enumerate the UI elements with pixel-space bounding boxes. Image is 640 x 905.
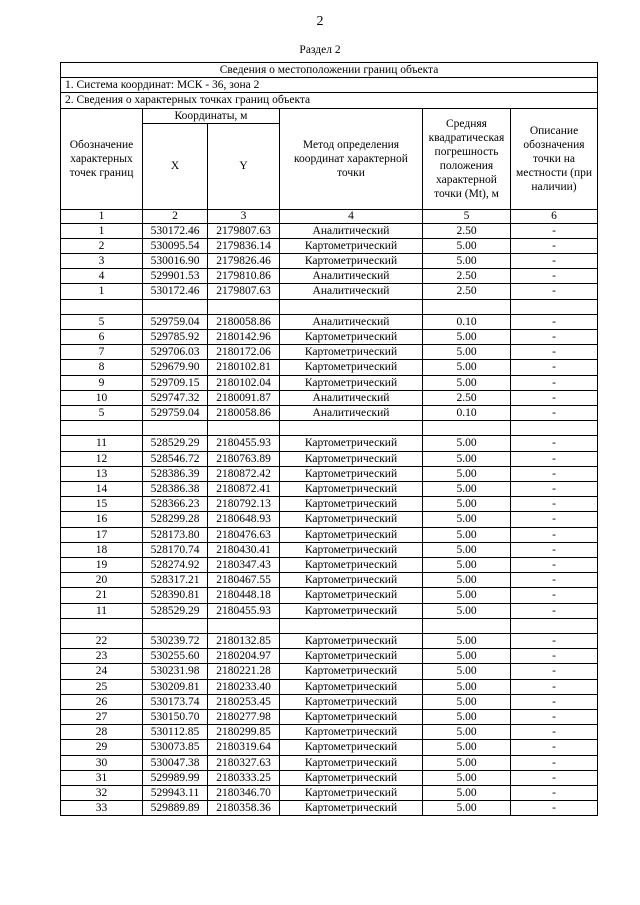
x-cell: 528390.81 xyxy=(143,588,208,603)
description-cell: - xyxy=(511,436,598,451)
error-cell: 2.50 xyxy=(423,390,511,405)
x-cell: 530073.85 xyxy=(143,740,208,755)
description-cell: - xyxy=(511,725,598,740)
header-description: Описание обозначения точки на местности (при наличии) xyxy=(511,108,598,209)
x-cell: 528529.29 xyxy=(143,603,208,618)
x-cell: 529785.92 xyxy=(143,330,208,345)
x-cell: 530209.81 xyxy=(143,679,208,694)
error-cell: 5.00 xyxy=(423,603,511,618)
description-cell: - xyxy=(511,314,598,329)
page-number: 2 xyxy=(316,14,324,29)
error-cell: 2.50 xyxy=(423,284,511,299)
method-cell: Картометрический xyxy=(280,558,423,573)
table-row xyxy=(61,497,598,512)
method-cell: Картометрический xyxy=(280,740,423,755)
point-id-cell: 23 xyxy=(61,649,143,664)
point-id-cell: 15 xyxy=(61,497,143,512)
table-row xyxy=(61,345,598,360)
description-cell: - xyxy=(511,558,598,573)
method-cell xyxy=(280,421,423,436)
x-cell: 529709.15 xyxy=(143,375,208,390)
description-cell: - xyxy=(511,573,598,588)
y-cell: 2180333.25 xyxy=(208,770,280,785)
table-row xyxy=(61,238,598,253)
table-row xyxy=(61,786,598,801)
table-row xyxy=(61,421,598,436)
method-cell: Картометрический xyxy=(280,436,423,451)
point-id-cell: 13 xyxy=(61,466,143,481)
x-cell: 530172.46 xyxy=(143,284,208,299)
table-row xyxy=(61,679,598,694)
table-row xyxy=(61,649,598,664)
header-coords: Координаты, м xyxy=(143,108,280,123)
points-heading-row xyxy=(61,93,598,108)
x-cell: 528529.29 xyxy=(143,436,208,451)
description-cell: - xyxy=(511,406,598,421)
error-cell: 5.00 xyxy=(423,527,511,542)
x-cell: 528299.28 xyxy=(143,512,208,527)
table-body xyxy=(61,63,598,816)
description-cell: - xyxy=(511,254,598,269)
y-cell: 2180102.04 xyxy=(208,375,280,390)
x-cell: 529889.89 xyxy=(143,801,208,816)
table-row xyxy=(61,314,598,329)
table-row xyxy=(61,573,598,588)
y-cell: 2180142.96 xyxy=(208,330,280,345)
description-cell: - xyxy=(511,223,598,238)
description-cell: - xyxy=(511,527,598,542)
error-cell: 2.50 xyxy=(423,223,511,238)
point-id-cell: 2 xyxy=(61,238,143,253)
description-cell: - xyxy=(511,588,598,603)
point-id-cell: 19 xyxy=(61,558,143,573)
description-cell: - xyxy=(511,801,598,816)
x-cell: 528386.38 xyxy=(143,482,208,497)
description-cell: - xyxy=(511,330,598,345)
y-cell: 2179826.46 xyxy=(208,254,280,269)
point-id-cell: 11 xyxy=(61,436,143,451)
error-cell: 5.00 xyxy=(423,694,511,709)
method-cell: Картометрический xyxy=(280,770,423,785)
table-row xyxy=(61,664,598,679)
x-cell: 528546.72 xyxy=(143,451,208,466)
x-cell: 530016.90 xyxy=(143,254,208,269)
description-cell: - xyxy=(511,482,598,497)
table-row xyxy=(61,375,598,390)
table-row xyxy=(61,710,598,725)
table-row xyxy=(61,694,598,709)
error-cell: 5.00 xyxy=(423,345,511,360)
table-row xyxy=(61,223,598,238)
y-cell: 2180233.40 xyxy=(208,679,280,694)
x-cell: 529943.11 xyxy=(143,786,208,801)
x-cell xyxy=(143,299,208,314)
y-cell: 2180346.70 xyxy=(208,786,280,801)
x-cell: 529747.32 xyxy=(143,390,208,405)
point-id-cell xyxy=(61,421,143,436)
description-cell xyxy=(511,299,598,314)
description-cell: - xyxy=(511,649,598,664)
point-id-cell: 32 xyxy=(61,786,143,801)
y-cell: 2180872.42 xyxy=(208,466,280,481)
table-row xyxy=(61,482,598,497)
y-cell: 2180058.86 xyxy=(208,314,280,329)
point-id-cell: 24 xyxy=(61,664,143,679)
error-cell: 5.00 xyxy=(423,238,511,253)
y-cell: 2180430.41 xyxy=(208,542,280,557)
point-id-cell: 11 xyxy=(61,603,143,618)
point-id-cell: 9 xyxy=(61,375,143,390)
column-number: 3 xyxy=(208,209,280,223)
table-row xyxy=(61,436,598,451)
coord-system-row xyxy=(61,78,598,93)
method-cell: Картометрический xyxy=(280,725,423,740)
error-cell: 5.00 xyxy=(423,573,511,588)
y-cell: 2180872.41 xyxy=(208,482,280,497)
error-cell: 5.00 xyxy=(423,512,511,527)
x-cell: 529901.53 xyxy=(143,269,208,284)
error-cell: 0.10 xyxy=(423,314,511,329)
point-id-cell: 3 xyxy=(61,254,143,269)
description-cell xyxy=(511,421,598,436)
method-cell: Картометрический xyxy=(280,375,423,390)
column-number: 2 xyxy=(143,209,208,223)
x-cell: 530173.74 xyxy=(143,694,208,709)
x-cell: 530255.60 xyxy=(143,649,208,664)
point-id-cell: 5 xyxy=(61,406,143,421)
x-cell: 530047.38 xyxy=(143,755,208,770)
table-row xyxy=(61,512,598,527)
error-cell: 5.00 xyxy=(423,254,511,269)
y-cell: 2180792.13 xyxy=(208,497,280,512)
x-cell: 528173.80 xyxy=(143,527,208,542)
method-cell: Картометрический xyxy=(280,512,423,527)
point-id-cell: 25 xyxy=(61,679,143,694)
method-cell xyxy=(280,618,423,633)
point-id-cell: 16 xyxy=(61,512,143,527)
method-cell: Картометрический xyxy=(280,755,423,770)
table-row xyxy=(61,558,598,573)
method-cell: Аналитический xyxy=(280,406,423,421)
method-cell: Аналитический xyxy=(280,269,423,284)
error-cell: 5.00 xyxy=(423,497,511,512)
error-cell: 5.00 xyxy=(423,375,511,390)
table-row xyxy=(61,588,598,603)
description-cell: - xyxy=(511,451,598,466)
error-cell: 5.00 xyxy=(423,649,511,664)
table-row xyxy=(61,527,598,542)
method-cell: Картометрический xyxy=(280,542,423,557)
point-id-cell: 17 xyxy=(61,527,143,542)
y-cell: 2180132.85 xyxy=(208,634,280,649)
point-id-cell: 6 xyxy=(61,330,143,345)
x-cell: 530150.70 xyxy=(143,710,208,725)
table-row xyxy=(61,406,598,421)
y-cell xyxy=(208,618,280,633)
error-cell: 5.00 xyxy=(423,801,511,816)
y-cell: 2180455.93 xyxy=(208,436,280,451)
table-row xyxy=(61,755,598,770)
method-cell: Картометрический xyxy=(280,664,423,679)
x-cell: 530239.72 xyxy=(143,634,208,649)
x-cell: 529759.04 xyxy=(143,406,208,421)
method-cell: Картометрический xyxy=(280,801,423,816)
method-cell: Картометрический xyxy=(280,254,423,269)
method-cell xyxy=(280,299,423,314)
points-heading: 2. Сведения о характерных точках границ объекта xyxy=(61,93,598,108)
error-cell xyxy=(423,618,511,633)
point-id-cell: 28 xyxy=(61,725,143,740)
y-cell: 2180058.86 xyxy=(208,406,280,421)
y-cell: 2180277.98 xyxy=(208,710,280,725)
y-cell: 2179807.63 xyxy=(208,284,280,299)
y-cell xyxy=(208,299,280,314)
table-row xyxy=(61,603,598,618)
method-cell: Аналитический xyxy=(280,314,423,329)
y-cell: 2180476.63 xyxy=(208,527,280,542)
error-cell xyxy=(423,299,511,314)
point-id-cell: 5 xyxy=(61,314,143,329)
y-cell: 2180448.18 xyxy=(208,588,280,603)
header-y: Y xyxy=(208,123,280,209)
description-cell xyxy=(511,618,598,633)
y-cell: 2180253.45 xyxy=(208,694,280,709)
column-number: 5 xyxy=(423,209,511,223)
error-cell: 5.00 xyxy=(423,725,511,740)
method-cell: Картометрический xyxy=(280,451,423,466)
point-id-cell: 4 xyxy=(61,269,143,284)
point-id-cell: 8 xyxy=(61,360,143,375)
method-cell: Картометрический xyxy=(280,786,423,801)
x-cell: 530095.54 xyxy=(143,238,208,253)
table-title: Сведения о местоположении границ объекта xyxy=(61,63,598,78)
error-cell: 5.00 xyxy=(423,360,511,375)
table-row xyxy=(61,451,598,466)
x-cell xyxy=(143,421,208,436)
method-cell: Аналитический xyxy=(280,284,423,299)
method-cell: Картометрический xyxy=(280,634,423,649)
section-title: Раздел 2 xyxy=(299,44,341,56)
method-cell: Картометрический xyxy=(280,238,423,253)
boundary-points-table xyxy=(60,62,598,816)
point-id-cell xyxy=(61,299,143,314)
y-cell: 2180299.85 xyxy=(208,725,280,740)
point-id-cell: 1 xyxy=(61,284,143,299)
y-cell: 2179807.63 xyxy=(208,223,280,238)
error-cell: 5.00 xyxy=(423,755,511,770)
table-row xyxy=(61,360,598,375)
point-id-cell xyxy=(61,618,143,633)
description-cell: - xyxy=(511,603,598,618)
point-id-cell: 29 xyxy=(61,740,143,755)
x-cell: 529706.03 xyxy=(143,345,208,360)
description-cell: - xyxy=(511,755,598,770)
description-cell: - xyxy=(511,238,598,253)
header-x: X xyxy=(143,123,208,209)
description-cell: - xyxy=(511,710,598,725)
method-cell: Картометрический xyxy=(280,573,423,588)
table-row xyxy=(61,269,598,284)
method-cell: Картометрический xyxy=(280,360,423,375)
method-cell: Картометрический xyxy=(280,527,423,542)
table-row xyxy=(61,725,598,740)
x-cell: 529759.04 xyxy=(143,314,208,329)
y-cell: 2180204.97 xyxy=(208,649,280,664)
table-row xyxy=(61,466,598,481)
description-cell: - xyxy=(511,390,598,405)
error-cell: 5.00 xyxy=(423,436,511,451)
y-cell: 2180455.93 xyxy=(208,603,280,618)
method-cell: Аналитический xyxy=(280,223,423,238)
error-cell: 0.10 xyxy=(423,406,511,421)
x-cell: 529679.90 xyxy=(143,360,208,375)
table-row xyxy=(61,390,598,405)
x-cell: 530172.46 xyxy=(143,223,208,238)
description-cell: - xyxy=(511,345,598,360)
point-id-cell: 26 xyxy=(61,694,143,709)
error-cell: 5.00 xyxy=(423,770,511,785)
method-cell: Картометрический xyxy=(280,694,423,709)
coord-system: 1. Система координат: МСК - 36, зона 2 xyxy=(61,78,598,93)
description-cell: - xyxy=(511,542,598,557)
table-row xyxy=(61,618,598,633)
table-row xyxy=(61,634,598,649)
x-cell: 529989.99 xyxy=(143,770,208,785)
header-designation: Обозначение характерных точек границ xyxy=(61,108,143,209)
point-id-cell: 12 xyxy=(61,451,143,466)
table-title-row xyxy=(61,63,598,78)
description-cell: - xyxy=(511,375,598,390)
column-number: 1 xyxy=(61,209,143,223)
x-cell: 528274.92 xyxy=(143,558,208,573)
y-cell: 2179810.86 xyxy=(208,269,280,284)
description-cell: - xyxy=(511,664,598,679)
description-cell: - xyxy=(511,786,598,801)
error-cell: 5.00 xyxy=(423,786,511,801)
method-cell: Аналитический xyxy=(280,390,423,405)
error-cell: 5.00 xyxy=(423,740,511,755)
table-row xyxy=(61,330,598,345)
method-cell: Картометрический xyxy=(280,482,423,497)
method-cell: Картометрический xyxy=(280,649,423,664)
header-error: Средняя квадратическая погрешность положения характерной точки (Mt), м xyxy=(423,108,511,209)
error-cell xyxy=(423,421,511,436)
method-cell: Картометрический xyxy=(280,710,423,725)
error-cell: 5.00 xyxy=(423,679,511,694)
error-cell: 5.00 xyxy=(423,542,511,557)
point-id-cell: 20 xyxy=(61,573,143,588)
point-id-cell: 22 xyxy=(61,634,143,649)
x-cell: 528366.23 xyxy=(143,497,208,512)
column-number: 6 xyxy=(511,209,598,223)
header-row-1 xyxy=(61,108,598,123)
method-cell: Картометрический xyxy=(280,466,423,481)
error-cell: 2.50 xyxy=(423,269,511,284)
description-cell: - xyxy=(511,634,598,649)
error-cell: 5.00 xyxy=(423,664,511,679)
x-cell: 530112.85 xyxy=(143,725,208,740)
y-cell xyxy=(208,421,280,436)
point-id-cell: 30 xyxy=(61,755,143,770)
description-cell: - xyxy=(511,679,598,694)
error-cell: 5.00 xyxy=(423,588,511,603)
column-numbers-row xyxy=(61,209,598,223)
table-row xyxy=(61,770,598,785)
y-cell: 2180763.89 xyxy=(208,451,280,466)
point-id-cell: 10 xyxy=(61,390,143,405)
error-cell: 5.00 xyxy=(423,634,511,649)
method-cell: Картометрический xyxy=(280,679,423,694)
description-cell: - xyxy=(511,694,598,709)
y-cell: 2180319.64 xyxy=(208,740,280,755)
method-cell: Картометрический xyxy=(280,603,423,618)
point-id-cell: 33 xyxy=(61,801,143,816)
point-id-cell: 14 xyxy=(61,482,143,497)
table-row xyxy=(61,299,598,314)
method-cell: Картометрический xyxy=(280,588,423,603)
point-id-cell: 27 xyxy=(61,710,143,725)
method-cell: Картометрический xyxy=(280,345,423,360)
y-cell: 2179836.14 xyxy=(208,238,280,253)
y-cell: 2180648.93 xyxy=(208,512,280,527)
method-cell: Картометрический xyxy=(280,330,423,345)
y-cell: 2180172.06 xyxy=(208,345,280,360)
method-cell: Картометрический xyxy=(280,497,423,512)
point-id-cell: 31 xyxy=(61,770,143,785)
table-row xyxy=(61,284,598,299)
error-cell: 5.00 xyxy=(423,482,511,497)
description-cell: - xyxy=(511,360,598,375)
y-cell: 2180467.55 xyxy=(208,573,280,588)
description-cell: - xyxy=(511,269,598,284)
x-cell: 530231.98 xyxy=(143,664,208,679)
table-row xyxy=(61,801,598,816)
point-id-cell: 18 xyxy=(61,542,143,557)
description-cell: - xyxy=(511,512,598,527)
x-cell: 528317.21 xyxy=(143,573,208,588)
point-id-cell: 1 xyxy=(61,223,143,238)
y-cell: 2180221.28 xyxy=(208,664,280,679)
error-cell: 5.00 xyxy=(423,466,511,481)
x-cell xyxy=(143,618,208,633)
x-cell: 528386.39 xyxy=(143,466,208,481)
y-cell: 2180327.63 xyxy=(208,755,280,770)
description-cell: - xyxy=(511,740,598,755)
header-method: Метод определения координат характерной точки xyxy=(280,108,423,209)
column-number: 4 xyxy=(280,209,423,223)
table-row xyxy=(61,542,598,557)
y-cell: 2180102.81 xyxy=(208,360,280,375)
error-cell: 5.00 xyxy=(423,451,511,466)
error-cell: 5.00 xyxy=(423,330,511,345)
y-cell: 2180091.87 xyxy=(208,390,280,405)
description-cell: - xyxy=(511,497,598,512)
error-cell: 5.00 xyxy=(423,558,511,573)
description-cell: - xyxy=(511,770,598,785)
x-cell: 528170.74 xyxy=(143,542,208,557)
description-cell: - xyxy=(511,466,598,481)
description-cell: - xyxy=(511,284,598,299)
table-row xyxy=(61,254,598,269)
point-id-cell: 21 xyxy=(61,588,143,603)
y-cell: 2180347.43 xyxy=(208,558,280,573)
point-id-cell: 7 xyxy=(61,345,143,360)
y-cell: 2180358.36 xyxy=(208,801,280,816)
error-cell: 5.00 xyxy=(423,710,511,725)
table-row xyxy=(61,740,598,755)
